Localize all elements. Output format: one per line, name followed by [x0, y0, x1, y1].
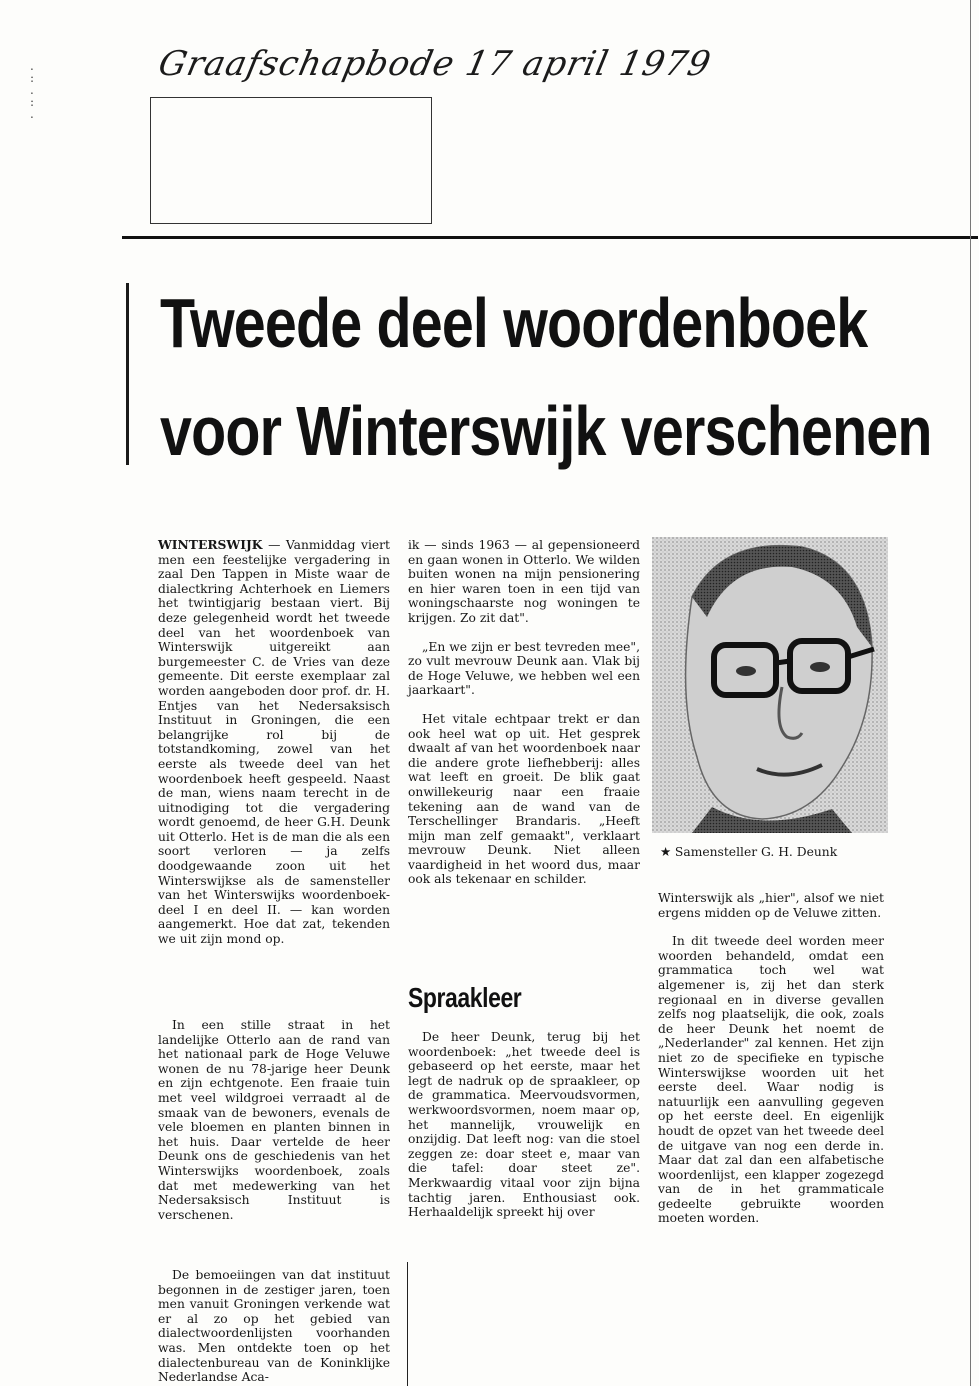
paragraph-institute: De bemoeiingen van dat instituut begonnen in de zestiger jaren, toen men vanuit Groningen verkende wat er al zo op het gebied van dialectwoordenlijsten voorhanden was. Men ontdekte toen op het dialectenbureau van de Koninklijke Nederlandse Aca-	[158, 1268, 390, 1385]
top-rule	[122, 236, 978, 239]
article-column-1-bottom	[158, 1268, 390, 1386]
binder-hole-marks: . : . : .	[30, 59, 35, 121]
page-edge	[970, 0, 971, 1386]
paragraph-tevreden: „En we zijn er best tevreden mee", zo vult mevrouw Deunk aan. Vlak bij de Hoge Veluwe, we hebben wel een jaarkaart".	[408, 639, 640, 698]
photo-caption: ★ Samensteller G. H. Deunk	[660, 845, 838, 859]
article-column-2-bottom	[408, 1030, 640, 1234]
subheading-spraakleer: Spraakleer	[408, 982, 522, 1013]
paragraph-brandaris: Het vitale echtpaar trekt er dan ook heel wat op uit. Het gesprek dwaalt af van het woordenboek naar die andere grote liefhebberij: alles wat leeft en groeit. De blik gaat onwillekeurig naar een fraaie tekening aan de wand van de Terschellinger Brandaris. „Heeft mijn man zelf gemaakt", verklaart mevrouw Deunk. Niet alleen vaardigheid in het woord dus, maar ook als tekenaar en schilder.	[408, 711, 640, 887]
paragraph-otterlo: In een stille straat in het landelijke Otterlo aan de rand van het nationaal park de Hoge Veluwe wonen de nu 78-jarige heer Deunk en zijn echtgenote. Een fraaie tuin met veel wildgroei verraadt al de smaak van de bewoners, evenals de vele bloemen en planten binnen in het huis. Daar vertelde de heer Deunk ons de geschiedenis van het Winterswijks woordenboek, zoals dat met medewerking van het Nedersaksisch Instituut is verschenen.	[158, 1018, 390, 1222]
portrait-illustration	[652, 537, 888, 833]
headline-line-1: Tweede deel woordenboek	[160, 284, 868, 362]
paragraph-veluwe: Winterswijk als „hier", alsof we niet ergens midden op de Veluwe zitten.	[658, 891, 884, 920]
handwritten-source-note: Graafschapbode 17 april 1979	[155, 44, 715, 84]
dateline: WINTERSWIJK	[158, 537, 263, 552]
paragraph-pension: ik — sinds 1963 — al gepensioneerd en gaan wonen in Otterlo. We wilden buiten wonen na mijn pensionering en hier waren toen in een tijd van woningschaarste nog woningen te krijgen. Zo zit dat".	[408, 538, 640, 625]
article-column-1-body	[158, 1018, 390, 1236]
paragraph-tweede-deel: In dit tweede deel worden meer woorden behandeld, omdat een grammatica toch wel wat algemener is, zij het dan sterk regionaal en in diverse gevallen zelfs nog plaatselijk, die ook, zoals de heer Deunk het noemt de „Nederlander" zal kennen. Het zijn niet zo de specifieke en typische Winterswijkse woorden uit het eerste deel. Waar nodig is natuurlijk een aanvulling gegeven op het eerste deel. En eigenlijk houdt de opzet van het tweede deel de uitgave van nog een derde in. Maar dat zal dan een alfabetische woordenlijst, een klapper zogezegd van de in het grammaticale gedeelte gebruikte woorden moeten worden.	[658, 934, 884, 1226]
headline-line-2: voor Winterswijk verschenen	[160, 392, 932, 470]
portrait-photo	[652, 537, 888, 833]
article-column-1-intro	[158, 538, 390, 961]
intro-paragraph: — Vanmiddag viert men een feestelijke vergadering in zaal Den Tappen in Miste waar de dialectkring Achterhoek en Liemers het twintigjarig bestaan viert. Bij deze gelegenheid wordt het tweede deel van het woordenboek van Winterswijk uitgereikt aan burgemeester C. de Vries van deze gemeente. Dit eerste exemplaar zal worden aangeboden door prof. dr. H. Entjes van het Nedersaksisch Instituut in Groningen, die een belangrijke rol bij de totstandkoming, zowel van het eerste als tweede deel van het woordenboek heeft gespeeld. Naast de man, wiens naam terecht in de uitnodiging tot die vergadering wordt genoemd, de heer G.H. Deunk uit Otterlo. Het is de man die als een soort verloren — ja zelfs doodgewaande zoon uit het Winterswijkse als de samensteller van het Winterswijks woordenboek-deel I en deel II. — kan worden aangemerkt. Hoe dat zat, tekenden we uit zijn mond op.	[158, 538, 390, 947]
column-divider	[407, 1262, 408, 1386]
paragraph-grammar: De heer Deunk, terug bij het woordenboek: „het tweede deel is gebaseerd op het eerste, maar het legt de nadruk op de spraakleer, op de grammatica. Meervoudsvormen, werkwoordsvormen, noem maar op, het mannelijk, vrouwelijk en onzijdig. Dat leeft nog: van die stoel zeggen ze: doar steet e, maar van die tafel: doar steet ze". Merkwaardig vitaal voor zijn bijna tachtig jaren. Enthousiast ook. Herhaaldelijk spreekt hij over	[408, 1030, 640, 1220]
article-column-2-top	[408, 538, 640, 901]
headline-side-bar	[126, 283, 129, 465]
article-column-3	[658, 891, 884, 1240]
archive-stamp-box	[150, 97, 432, 224]
